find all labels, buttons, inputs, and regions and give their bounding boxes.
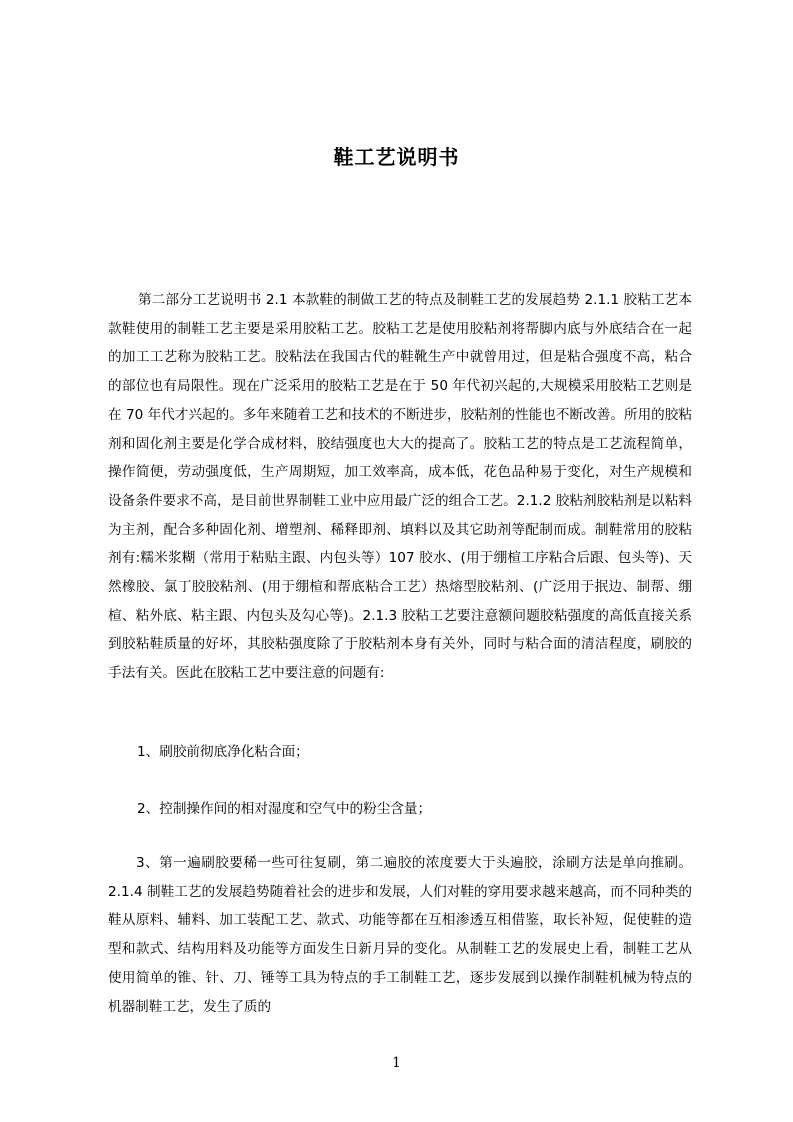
list-item-1: 1、刷胶前彻底净化粘合面； [137, 744, 309, 760]
paragraph-item-3: 3、第一遍刷胶要稀一些可往复刷，第二遍胶的浓度要大于头遍胶，涂刷方法是单向推刷。2.1.4 制鞋工艺的发展趋势随着社会的进步和发展，人们对鞋的穿用要求越来越高，而不同种类的鞋从原料、辅料、加工装配工艺、款式、功能等都在互相渗透互相借鉴，取长补短，促使鞋的造型和款式、结构用料及功能等方面发生日新月异的变化。从制鞋工艺的发展史上看，制鞋工艺从使用简单的锥、针、刀、锤等工具为特点的手工制鞋工艺，逐步发展到以操作制鞋机械为特点的机器制鞋工艺，发生了质的 [108, 855, 692, 1015]
document-title: 鞋工艺说明书 [333, 145, 460, 169]
paragraph-intro: 第二部分工艺说明书 2.1 本款鞋的制做工艺的特点及制鞋工艺的发展趋势 2.1.1 胶粘工艺本款鞋使用的制鞋工艺主要是采用胶粘工艺。胶粘工艺是使用胶粘剂将帮脚内底与外底结合在一起的加工工艺称为胶粘工艺。胶粘法在我国古代的鞋靴生产中就曾用过，但是粘合强度不高，粘合的部位也有局限性。现在广泛采用的胶粘工艺是在于 50 年代初兴起的,大规模采用胶粘工艺则是在 70 年代才兴起的。多年来随着工艺和技术的不断进步，胶粘剂的性能也不断改善。所用的胶粘剂和固化剂主要是化学合成材料，胶结强度也大大的提高了。胶粘工艺的特点是工艺流程简单，操作简便，劳动强度低，生产周期短，加工效率高，成本低，花色品种易于变化，对生产规模和设备条件要求不高，是目前世界制鞋工业中应用最广泛的组合工艺。2.1.2 胶粘剂胶粘剂是以粘料为主剂，配合多种固化剂、增塑剂、稀释即剂、填料以及其它助剂等配制而成。制鞋常用的胶粘剂有:糯米浆糊（常用于粘贴主跟、内包头等）107 胶水、(用于绷楦工序粘合后跟、包头等)、天然橡胶、氯丁胶胶粘剂、(用于绷楦和帮底粘合工艺）热熔型胶粘剂、(广泛用于抿边、制帮、绷楦、粘外底、粘主跟、内包头及勾心等)。2.1.3 胶粘工艺要注意额问题胶粘强度的高低直接关系到胶粘鞋质量的好坏，其胶粘强度除了于胶粘剂本身有关外，同时与粘合面的清洁程度，刷胶的手法有关。医此在胶粘工艺中要注意的问题有: [108, 292, 692, 682]
page-number: 1 [392, 1055, 401, 1071]
list-item-2: 2、控制操作间的相对湿度和空气中的粉尘含量； [137, 801, 432, 817]
